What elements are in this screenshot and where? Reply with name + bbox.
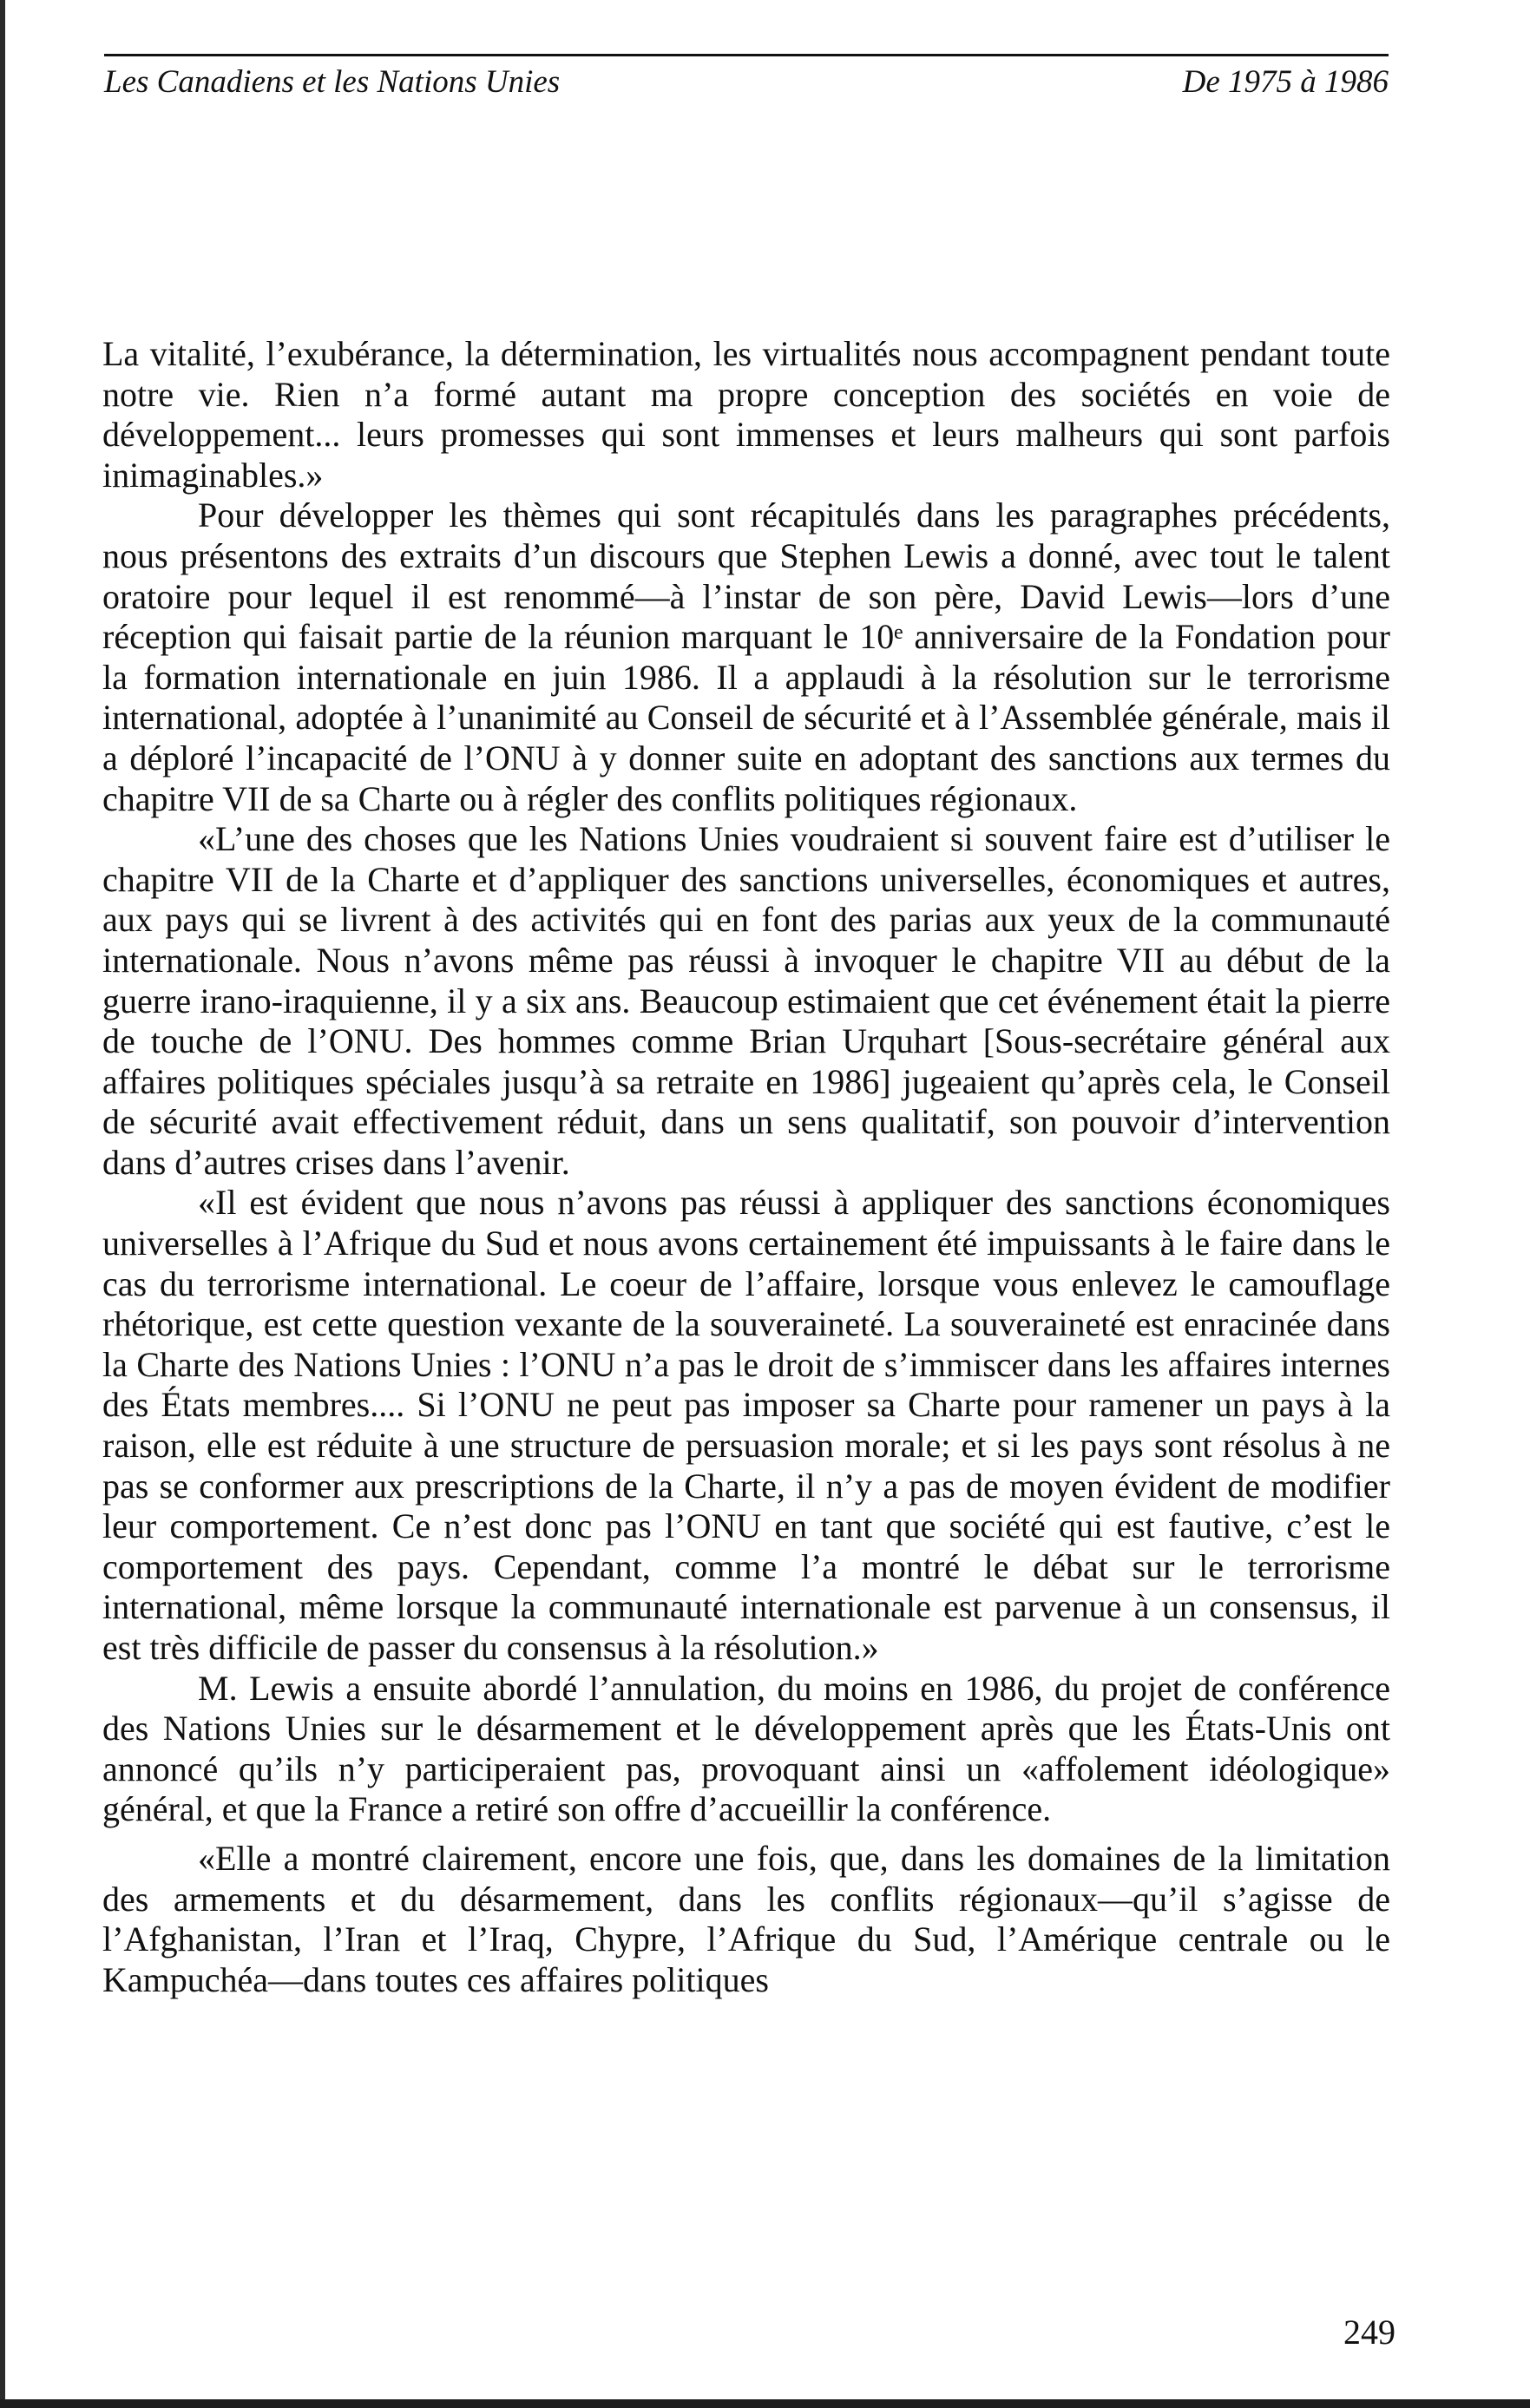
paragraph-4: «Il est évident que nous n’avons pas réussi à appliquer des sanctions économiques universelles à l’Afrique du Sud et nous avons certainement été impuissants à le faire dans le cas du terrorisme international. Le coeur de l’affaire, lorsque vous enlevez le camouflage rhétorique, est cette question vexante de la souveraineté. La souveraineté est enracinée dans la Charte des Nations Unies : l’ONU n’a pas le droit de s’immiscer dans les affaires internes des États membres.... Si l’ONU ne peut pas imposer sa Charte pour ramener un pays à la raison, elle est réduite à une structure de persuasion morale; et si les pays sont résolus à ne pas se conformer aux prescriptions de la Charte, il n’y a pas de moyen évident de modifier leur comportement. Ce n’est donc pas l’ONU en tant que société qui est fautive, c’est le comportement des pays. Cependant, comme l’a montré le débat sur le terrorisme international, même lorsque la communauté internationale est parvenue à un consensus, il est très difficile de passer du consensus à la résolution.»: [102, 1183, 1390, 1667]
paragraph-2: Pour développer les thèmes qui sont récapitulés dans les paragraphes précédents, nous présentons des extraits d’un discours que Stephen Lewis a donné, avec tout le talent oratoire pour lequel il est renommé—à l’instar de son père, David Lewis—lors d’une réception qui faisait partie de la réunion marquant le 10ᵉ anniversaire de la Fondation pour la formation internationale en juin 1986. Il a applaudi à la résolution sur le terrorisme international, adoptée à l’unanimité au Conseil de sécurité et à l’Assemblée générale, mais il a déploré l’incapacité de l’ONU à y donner suite en adoptant des sanctions aux termes du chapitre VII de sa Charte ou à régler des conflits politiques régionaux.: [102, 495, 1390, 818]
body-text: [102, 334, 1390, 2000]
header-book-title: Les Canadiens et les Nations Unies: [104, 64, 561, 100]
header-period: De 1975 à 1986: [1182, 64, 1389, 100]
paragraph-3: «L’une des choses que les Nations Unies voudraient si souvent faire est d’utiliser le chapitre VII de la Charte et d’appliquer des sanctions universelles, économiques et autres, aux pays qui se livrent à des activités qui en font des parias aux yeux de la communauté internationale. Nous n’avons même pas réussi à invoquer le chapitre VII au début de la guerre irano-iraquienne, il y a six ans. Beaucoup estimaient que cet événement était la pierre de touche de l’ONU. Des hommes comme Brian Urquhart [Sous-secrétaire général aux affaires politiques spéciales jusqu’à sa retraite en 1986] jugeaient qu’après cela, le Conseil de sécurité avait effectivement réduit, dans un sens qualitatif, son pouvoir d’intervention dans d’autres crises dans l’avenir.: [102, 819, 1390, 1182]
running-header: [104, 54, 1389, 103]
paragraph-5: M. Lewis a ensuite abordé l’annulation, du moins en 1986, du projet de conférence des Nations Unies sur le désarmement et le développement après que les États-Unis ont annoncé qu’ils n’y participeraient pas, provoquant ainsi un «affolement idéologique» général, et que la France a retiré son offre d’accueillir la conférence.: [102, 1668, 1390, 1829]
scan-left-edge: [0, 0, 5, 2408]
paragraph-6: «Elle a montré clairement, encore une fois, que, dans les domaines de la limitation des armements et du désarmement, dans les conflits régionaux—qu’il s’agisse de l’Afghanistan, l’Iran et l’Iraq, Chypre, l’Afrique du Sud, l’Amérique centrale ou le Kampuchéa—dans toutes ces affaires politiques: [102, 1838, 1390, 1999]
paragraph-1: La vitalité, l’exubérance, la détermination, les virtualités nous accompagnent pendant toute notre vie. Rien n’a formé autant ma propre conception des sociétés en voie de développement... leurs promesses qui sont immenses et leurs malheurs qui sont parfois inimaginables.»: [102, 334, 1390, 495]
scan-bottom-edge: [0, 2399, 1530, 2408]
page-number: 249: [1343, 2313, 1395, 2352]
